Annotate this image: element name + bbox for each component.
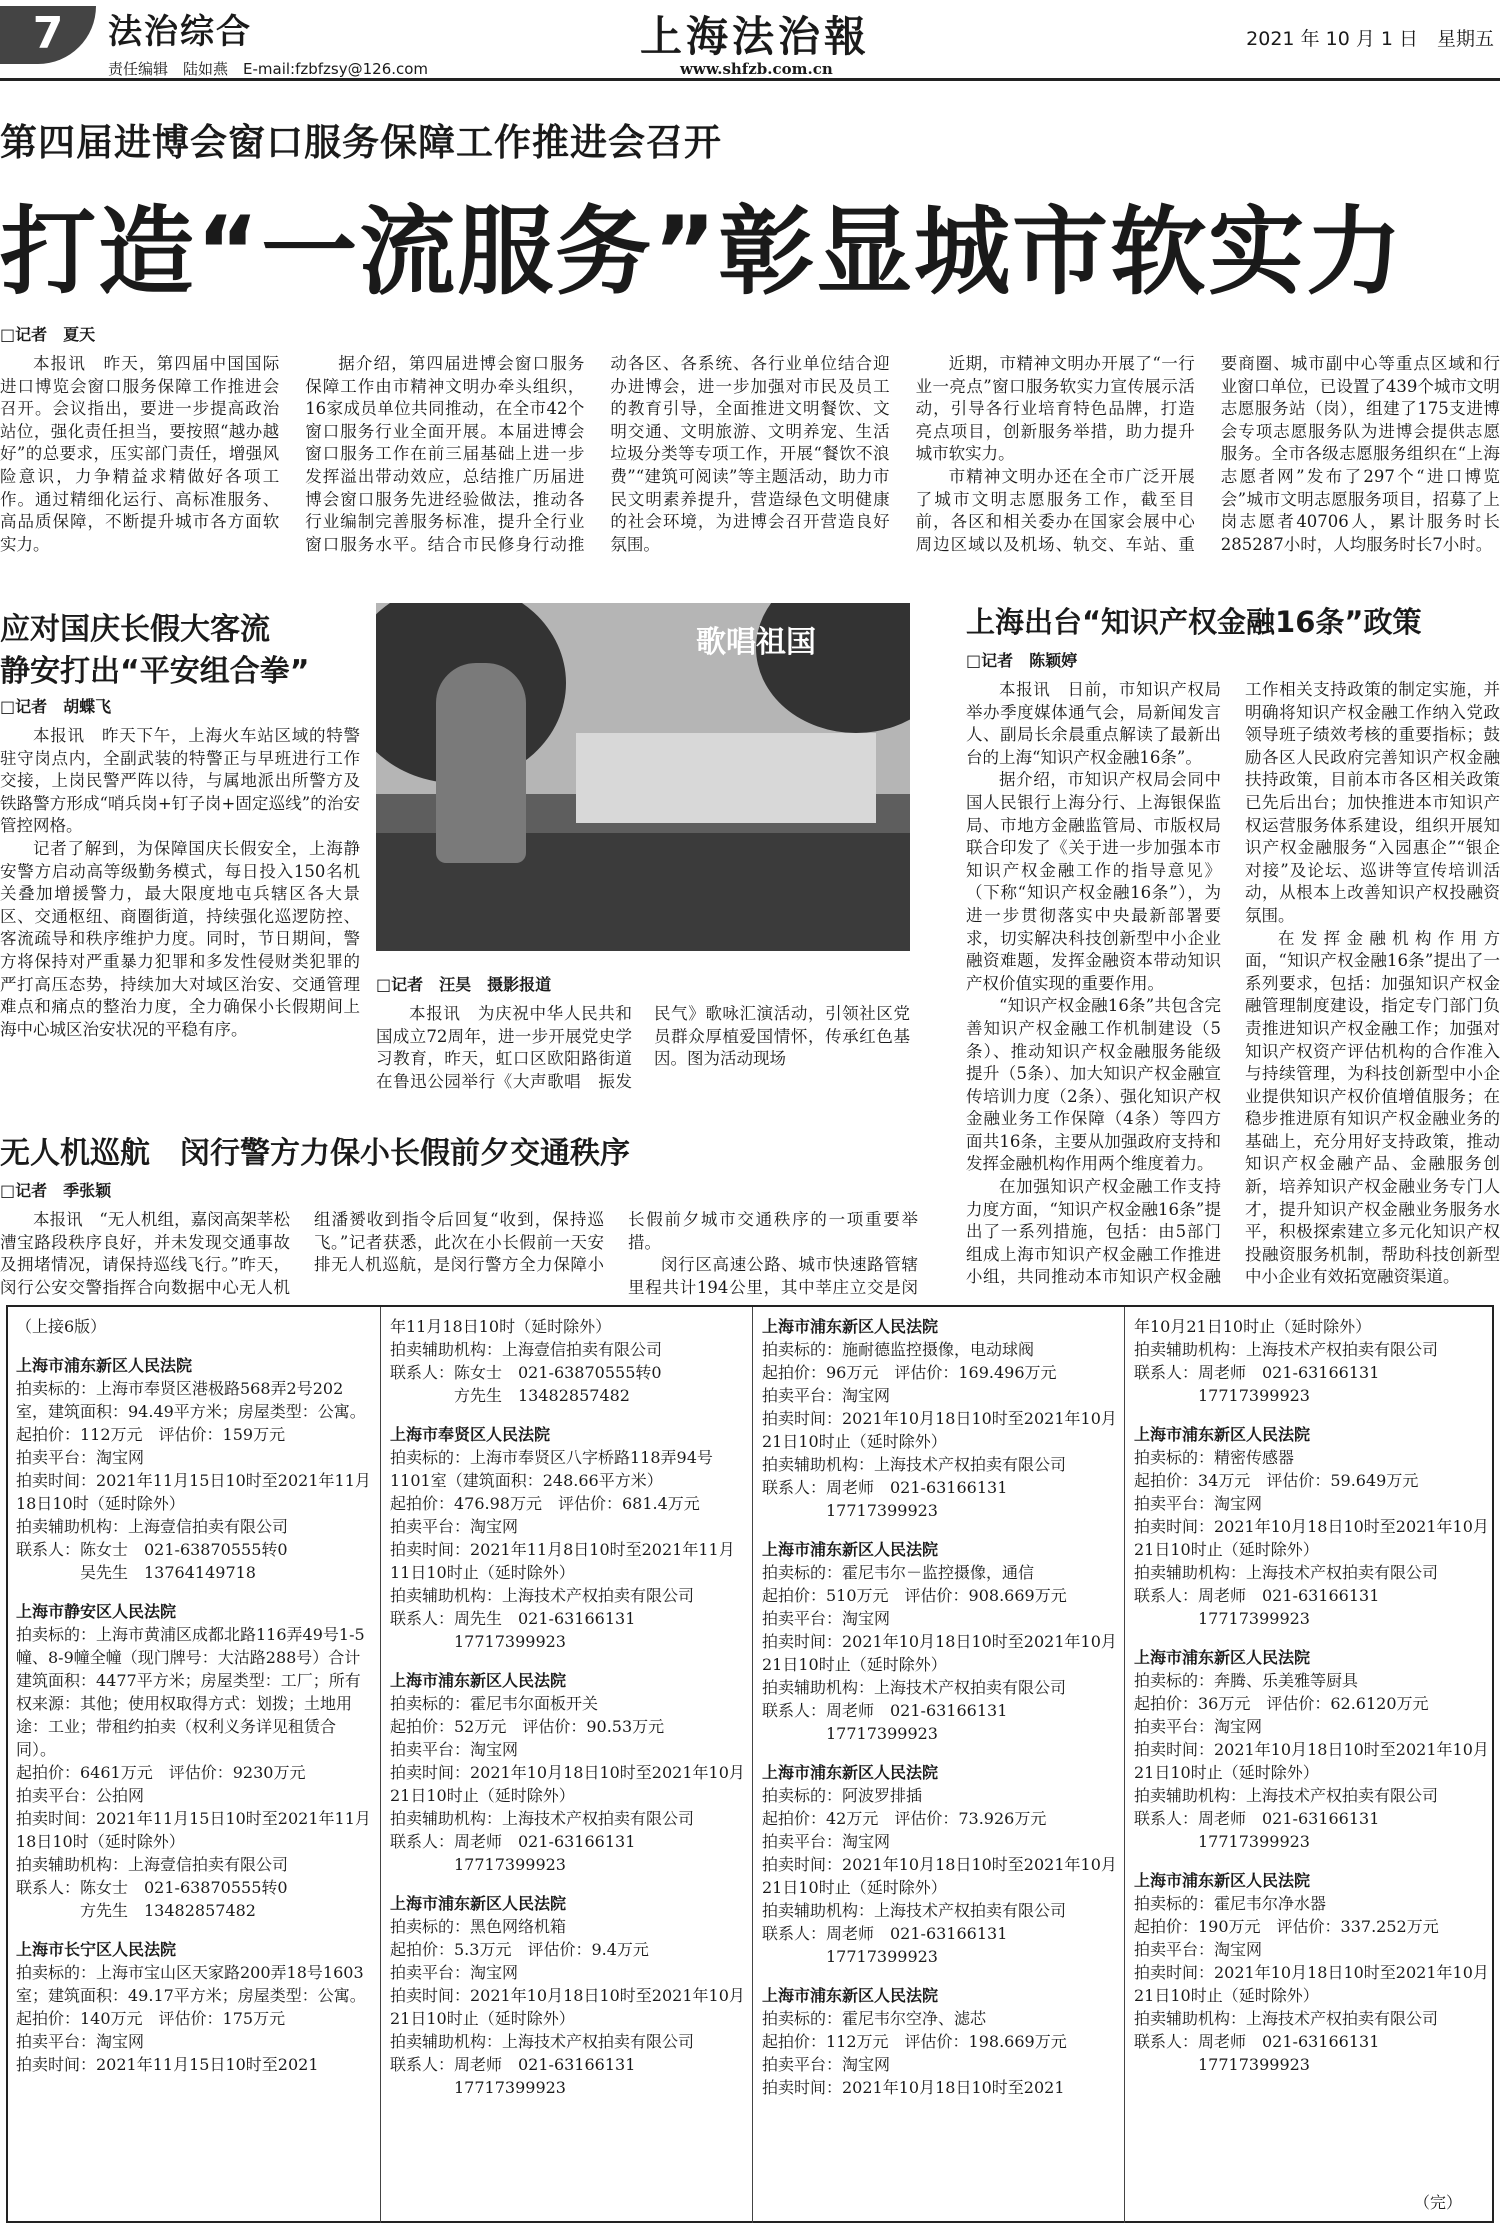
notice-line: 拍卖平台：淘宝网 (16, 2032, 145, 2051)
jingan-article (0, 694, 360, 1134)
notice-line: 拍卖平台：淘宝网 (390, 1740, 519, 1759)
masthead (0, 0, 1500, 80)
news-photo (376, 603, 910, 951)
notice-line: 拍卖时间：2021年10月18日10时至2021年10月21日10时止（延时除外） (390, 1763, 745, 1805)
notice-line: 拍卖标的：上海市宝山区天家路200弄18号1603室；建筑面积：49.17平方米；房屋类型：公寓。 (16, 1963, 366, 2005)
ip-body (966, 679, 1500, 1288)
ip-paragraph: 据介绍，市知识产权局会同中国人民银行上海分行、上海银保监局、市地方金融监管局、市版权局联合印发了《关于进一步加强本市知识产权金融工作的指导意见》（下称“知识产权金融16条”），为进一步贯彻落实中央最新部署要求，切实解决科技创新型中小企业融资难题，发挥金融资本带动知识产权价值实现的重要作用。 (966, 770, 1221, 993)
notice-line: 17717399923 (390, 1855, 566, 1874)
jingan-paragraph: 记者了解到，为保障国庆长假安全，上海静安警方启动高等级勤务模式，每日投入150名机关叠加增援警力，最大限度地屯兵辖区各大景区、交通枢纽、商圈街道，持续强化巡逻防控、客流疏导和秩序维护力度。同时，节日期间，警方将保持对严重暴力犯罪和多发性侵财类犯罪的严打高压态势，持续加大对域区治安、交通管理难点和痛点的整治力度，全力确保小长假期间上海中心城区治安状况的平稳有序。 (0, 838, 360, 1039)
notice-line: 拍卖标的：霍尼韦尔面板开关 (390, 1694, 599, 1713)
notice-line: 拍卖时间：2021年10月18日10时至2021 (762, 2078, 1065, 2097)
photo-caption (376, 1003, 910, 1131)
ip-paragraph: 在发挥金融机构作用方面，“知识产权金融16条”提出了一系列要求，包括：加强知识产权金融管理制度建设，指定专门部门负责推进知识产权金融工作；加强对知识产权资产评估机构的合作准入与持续管理，为科技创新型中小企业提供知识产权价值增值服务；在稳步推进原有知识产权金融业务的基础上，充分用好支持政策，推动知识产权金融产品、金融服务创新，培养知识产权金融业务专门人才，提升知识产权金融业务服务水平，积极探索建立多元化知识产权投融资服务机制，帮助科技创新型中小企业有效拓宽融资渠道。 (1245, 928, 1500, 1287)
notice-line: 联系人：陈女士 021-63870555转0 (16, 1540, 288, 1559)
notice-line: 联系人：陈女士 021-63870555转0 (390, 1363, 662, 1382)
lead-headline: 打造“一流服务”彰显城市软实力 (0, 196, 1405, 308)
notice-line: 起拍价：476.98万元 评估价：681.4万元 (390, 1494, 700, 1513)
notice-line: 拍卖辅助机构：上海技术产权拍卖有限公司 (1134, 1786, 1439, 1805)
notice-line: 拍卖辅助机构：上海壹信拍卖有限公司 (16, 1517, 289, 1536)
notice-line: 拍卖时间：2021年10月18日10时至2021年10月21日10时止（延时除外） (390, 1986, 745, 2028)
notice-line: 拍卖时间：2021年11月8日10时至2021年11月11日10时止（延时除外） (390, 1540, 735, 1582)
notice-line: 拍卖平台：淘宝网 (16, 1448, 145, 1467)
notice-line: 17717399923 (762, 1724, 938, 1743)
lead-paragraph: 据介绍，第四届进博会窗口服务保障工作由市精神文明办牵头组织，16家成员单位共同推动，在全市42个窗口服务行业全面开展。本届进博会窗口服务工作在前三届基础上进一步发挥溢出带动效应，总结推广历届进博会窗口服务先进经验做法，推动各行业编制完善服务标准，提升全行业窗口服务水平。结合市民修身行动推动各区、各系统、各行业单位结合迎办进博会，进一步加强对市民及员工的教育引导，全面推进文明餐饮、文明交通、文明旅游、文明养宠、生活垃圾分类等专项工作，开展“餐饮不浪费”“建筑可阅读”等主题活动，助力市民文明素养提升，营造绿色文明健康的社会环境，为进博会召开营造良好氛围。 (305, 354, 890, 554)
notice-line: 联系人：周老师 021-63166131 (1134, 1363, 1380, 1382)
notice-line: 起拍价：5.3万元 评估价：9.4万元 (390, 1940, 649, 1959)
ip-paragraph: “知识产权金融16条”共包含完善知识产权金融工作机制建设（5条）、推动知识产权金融服务能级提升（5条）、加大知识产权金融宣传培训力度（2条）、强化知识产权金融业务工作保障（4条）等四方面共16条，主要从加强政府支持和发挥金融机构作用两个维度着力。 (966, 996, 1221, 1174)
auction-column-1 (16, 1315, 374, 2076)
notice-line: 方先生 13482857482 (390, 1386, 630, 1405)
drone-article (0, 1178, 918, 1298)
notice-line: 起拍价：112万元 评估价：159万元 (16, 1425, 286, 1444)
ip-byline: □记者 陈颖婷 (966, 651, 1078, 670)
notice-line: 联系人：周老师 021-63166131 (1134, 1586, 1380, 1605)
page-number: 7 (0, 6, 96, 64)
notice-line: 拍卖标的：黑色网络机箱 (390, 1917, 567, 1936)
lead-body (0, 353, 1500, 559)
notice-line: 拍卖标的：上海市黄浦区成都北路116弄49号1-5幢、8-9幢全幢（现门牌号：大沽路288号）合计建筑面积：4477平方米；房屋类型：工厂；所有权来源：其他；使用权取得方式：划拨；土地用途：工业；带租约拍卖（权利义务详见租赁合同）。 (16, 1625, 365, 1759)
drone-paragraph: 闵行区高速公路、城市快速路管辖里程共计194公里，其中莘庄立交是闵 (628, 1255, 918, 1297)
notice-line: 联系人：周老师 021-63166131 (390, 1832, 636, 1851)
ip-paragraph: 本报讯 日前，市知识产权局举办季度媒体通气会，局新闻发言人、副局长余晨重点解读了最新出台的上海“知识产权金融16条”。 (966, 680, 1221, 767)
editor-credit: 责任编辑 陆如燕 E-mail:fzbfzsy@126.com (108, 60, 429, 78)
notice-line: 拍卖辅助机构：上海技术产权拍卖有限公司 (1134, 1340, 1439, 1359)
notice-line: 拍卖平台：淘宝网 (762, 2055, 891, 2074)
notice-line: 起拍价：96万元 评估价：169.496万元 (762, 1363, 1057, 1382)
child-figure (436, 663, 526, 863)
drone-title: 无人机巡航 闵行警方力保小长假前夕交通秩序 (0, 1136, 630, 1171)
notice-line: 方先生 13482857482 (16, 1901, 256, 1920)
newspaper-logo: 上海法治報 (640, 12, 871, 61)
notice-line: 17717399923 (1134, 2055, 1310, 2074)
notice-line: 拍卖平台：淘宝网 (1134, 1494, 1263, 1513)
drone-paragraph: 本报讯 “无人机组，嘉闵高架莘松漕宝路段秩序良好，并未发现交通事故及拥堵情况，请保持巡线飞行。”昨天，闵行公安交警指挥合向数据中心无人机组潘赟收到指令后回复“收到，保持巡飞。”记者获悉，此次在小长假前一天安排无人机巡航，是闵行警方全力保障小长假前夕城市交通秩序的一项重要举措。 (0, 1210, 918, 1297)
notice-line: 拍卖标的：精密传感器 (1134, 1448, 1295, 1467)
notice-line: 拍卖辅助机构：上海技术产权拍卖有限公司 (762, 1678, 1067, 1697)
notice-line: 拍卖平台：公拍网 (16, 1786, 145, 1805)
jingan-body (0, 725, 360, 1041)
auction-column-2 (390, 1315, 748, 2099)
notice-line: 拍卖时间：2021年10月18日10时至2021年10月21日10时止（延时除外） (762, 1855, 1117, 1897)
notice-line: 起拍价：34万元 评估价：59.649万元 (1134, 1471, 1419, 1490)
notice-line: 拍卖平台：淘宝网 (762, 1832, 891, 1851)
notice-line: 拍卖时间：2021年11月15日10时至2021 (16, 2055, 319, 2074)
notice-line: 拍卖时间：2021年10月18日10时至2021年10月21日10时止（延时除外） (762, 1632, 1117, 1674)
notice-line: 起拍价：36万元 评估价：62.6120万元 (1134, 1694, 1429, 1713)
notice-line: 起拍价：52万元 评估价：90.53万元 (390, 1717, 665, 1736)
lead-byline: □记者 夏天 (0, 325, 96, 344)
notice-line: 拍卖时间：2021年10月18日10时至2021年10月21日10时止（延时除外） (1134, 1963, 1489, 2005)
lead-subtitle: 第四届进博会窗口服务保障工作推进会召开 (0, 121, 722, 164)
notice-line: 联系人：周老师 021-63166131 (762, 1924, 1008, 1943)
jingan-paragraph: 本报讯 昨天下午，上海火车站区域的特警驻守岗点内，全副武装的特警正与早班进行工作交接，上岗民警严阵以待，与属地派出所警方及铁路警方形成“哨兵岗+钉子岗+固定巡线”的治安管控网格。 (0, 726, 360, 836)
jingan-byline: □记者 胡蝶飞 (0, 697, 112, 716)
notice-line: 拍卖标的：施耐德监控摄像，电动球阀 (762, 1340, 1035, 1359)
end-mark: （完） (1413, 2193, 1462, 2212)
notice-line: 拍卖辅助机构：上海壹信拍卖有限公司 (16, 1855, 289, 1874)
notice-line: 起拍价：6461万元 评估价：9230万元 (16, 1763, 306, 1782)
court-name: 上海市奉贤区人民法院 (390, 1425, 551, 1444)
notice-line: 联系人：周老师 021-63166131 (1134, 1809, 1380, 1828)
court-name: 上海市浦东新区人民法院 (390, 1671, 567, 1690)
notice-line: 联系人：陈女士 021-63870555转0 (16, 1878, 288, 1897)
notice-line: 拍卖辅助机构：上海技术产权拍卖有限公司 (390, 1809, 695, 1828)
ip-title: 上海出台“知识产权金融16条”政策 (966, 605, 1422, 639)
notice-line: 拍卖时间：2021年10月18日10时至2021年10月21日10时止（延时除外） (1134, 1740, 1489, 1782)
auction-column-3 (762, 1315, 1120, 2099)
notice-line: 联系人：周老师 021-63166131 (390, 2055, 636, 2074)
notice-line: 拍卖标的：霍尼韦尔－监控摄像，通信 (762, 1563, 1035, 1582)
jingan-title-line1: 应对国庆长假大客流 (0, 612, 270, 647)
jingan-title-line2: 静安打出“平安组合拳” (0, 654, 310, 689)
notice-line: 年11月18日10时（延时除外） (390, 1317, 612, 1336)
notice-line: 拍卖标的：奔腾、乐美雅等厨具 (1134, 1671, 1359, 1690)
drone-body (0, 1209, 918, 1298)
photo-caption-block (376, 972, 910, 1132)
court-name: 上海市浦东新区人民法院 (1134, 1871, 1311, 1890)
notice-line: 拍卖平台：淘宝网 (1134, 1717, 1263, 1736)
notice-line: 联系人：周先生 021-63166131 (390, 1609, 636, 1628)
notice-line: 拍卖平台：淘宝网 (762, 1609, 891, 1628)
notice-line: 年10月21日10时止（延时除外） (1134, 1317, 1372, 1336)
photo-overlay-text: 歌唱祖国 (696, 625, 816, 660)
notice-line: 17717399923 (762, 1947, 938, 1966)
court-name: 上海市浦东新区人民法院 (762, 1986, 939, 2005)
notice-line: 17717399923 (1134, 1609, 1310, 1628)
notice-line: 吴先生 13764149718 (16, 1563, 256, 1582)
notice-line: 联系人：周老师 021-63166131 (1134, 2032, 1380, 2051)
auction-notices (6, 1305, 1494, 2223)
notice-line: 拍卖平台：淘宝网 (390, 1963, 519, 1982)
notice-line: 拍卖辅助机构：上海技术产权拍卖有限公司 (390, 1586, 695, 1605)
notice-line: 起拍价：42万元 评估价：73.926万元 (762, 1809, 1047, 1828)
court-name: 上海市浦东新区人民法院 (1134, 1648, 1311, 1667)
court-name: 上海市浦东新区人民法院 (762, 1763, 939, 1782)
notice-line: 拍卖标的：上海市奉贤区八字桥路118弄94号1101室（建筑面积：248.66平方米） (390, 1448, 713, 1490)
website-url[interactable]: www.shfzb.com.cn (680, 60, 833, 78)
notice-line: 联系人：周老师 021-63166131 (762, 1478, 1008, 1497)
ip-article (966, 648, 1500, 1288)
notice-line: 起拍价：112万元 评估价：198.669万元 (762, 2032, 1067, 2051)
photo-byline: □记者 汪昊 摄影报道 (376, 975, 552, 994)
ip-paragraph: 在加强知识产权金融工作支持力度方面，“知识产权金融16条”提出了一系列措施，包括：由5部门组成上海市知识产权金融工作推进小组，共同推动本市知识产权金融工作相关支持政策的制定实施，并明确将知识产权金融工作纳入党政领导班子绩效考核的重要指标；鼓励各区人民政府完善知识产权金融扶持政策，目前本市各区相关政策已先后出台；加快推进本市知识产权运营服务体系建设，组织开展知识产权金融服务“入园惠企”“银企对接”及论坛、巡讲等宣传培训活动，从根本上改善知识产权投融资氛围。 (966, 680, 1500, 1287)
stage-banner (576, 733, 876, 823)
photo-caption-text: 本报讯 为庆祝中华人民共和国成立72周年，进一步开展党史学习教育，昨天，虹口区欧阳路街道在鲁迅公园举行《大声歌唱 振发民气》歌咏汇演活动，引领社区党员群众厚植爱国情怀，传承红色基因。图为活动现场 (376, 1004, 910, 1091)
drone-byline: □记者 季张颖 (0, 1181, 112, 1200)
court-name: 上海市静安区人民法院 (16, 1602, 177, 1621)
notice-line: 拍卖标的：阿波罗排插 (762, 1786, 923, 1805)
notice-line: 17717399923 (762, 1501, 938, 1520)
notice-line: 拍卖辅助机构：上海技术产权拍卖有限公司 (1134, 2009, 1439, 2028)
notice-line: 起拍价：510万元 评估价：908.669万元 (762, 1586, 1067, 1605)
court-name: 上海市浦东新区人民法院 (762, 1540, 939, 1559)
notice-line: 17717399923 (1134, 1832, 1310, 1851)
lead-article (0, 322, 1500, 562)
notice-line: 拍卖时间：2021年10月18日10时至2021年10月21日10时止（延时除外） (1134, 1517, 1489, 1559)
notice-line: 拍卖时间：2021年10月18日10时至2021年10月21日10时止（延时除外） (762, 1409, 1117, 1451)
notice-line: 17717399923 (1134, 1386, 1310, 1405)
notice-line: 拍卖标的：霍尼韦尔净水器 (1134, 1894, 1327, 1913)
notice-line: 拍卖辅助机构：上海技术产权拍卖有限公司 (1134, 1563, 1439, 1582)
notice-line: 拍卖标的：上海市奉贤区港极路568弄2号202室，建筑面积：94.49平方米；房屋类型：公寓。 (16, 1379, 366, 1421)
court-name: 上海市浦东新区人民法院 (762, 1317, 939, 1336)
notice-line: 起拍价：140万元 评估价：175万元 (16, 2009, 286, 2028)
notice-line: 17717399923 (390, 1632, 566, 1651)
section-title: 法治综合 (108, 12, 252, 52)
notice-line: 拍卖辅助机构：上海壹信拍卖有限公司 (390, 1340, 663, 1359)
notice-line: 起拍价：190万元 评估价：337.252万元 (1134, 1917, 1439, 1936)
lead-paragraph: 本报讯 昨天，第四届中国国际进口博览会窗口服务保障工作推进会召开。会议指出，要进一步提高政治站位，强化责任担当，要按照“越办越好”的总要求，压实部门责任，增强风险意识，力争精益求精做好各项工作。通过精细化运行、高标准服务、高品质保障，不断提升城市各方面软实力。 (0, 354, 280, 554)
lead-paragraph: 近期，市精神文明办开展了“一行业一亮点”窗口服务软实力宣传展示活动，引导各行业培育特色品牌，打造亮点项目，创新服务举措，助力提升城市软实力。 (915, 354, 1195, 464)
court-name: 上海市浦东新区人民法院 (1134, 1425, 1311, 1444)
notice-line: 拍卖辅助机构：上海技术产权拍卖有限公司 (390, 2032, 695, 2051)
auction-column-4 (1134, 1315, 1492, 2076)
notice-line: 拍卖时间：2021年11月15日10时至2021年11月18日10时（延时除外） (16, 1809, 371, 1851)
notice-line: 拍卖平台：淘宝网 (390, 1517, 519, 1536)
lead-paragraph: 市精神文明办还在全市广泛开展了城市文明志愿服务工作，截至目前，各区和相关委办在国家会展中心周边区域以及机场、轨交、车站、重要商圈、城市副中心等重点区域和行业窗口单位，已设置了439个城市文明志愿服务站（岗），组建了175支进博会专项志愿服务队为进博会提供志愿服务。全市各级志愿服务组织在“上海志愿者网”发布了297个“进口博览会”城市文明志愿服务项目，招募了上岗志愿者40706人，累计服务时长285287小时，人均服务时长7小时。 (915, 354, 1500, 554)
notice-line: 拍卖辅助机构：上海技术产权拍卖有限公司 (762, 1455, 1067, 1474)
notice-line: 联系人：周老师 021-63166131 (762, 1701, 1008, 1720)
notice-line: 拍卖平台：淘宝网 (762, 1386, 891, 1405)
notice-line: 拍卖平台：淘宝网 (1134, 1940, 1263, 1959)
issue-date: 2021 年 10 月 1 日 星期五 (1246, 28, 1494, 50)
court-name: 上海市浦东新区人民法院 (390, 1894, 567, 1913)
court-name: 上海市长宁区人民法院 (16, 1940, 177, 1959)
continued-note: （上接6版） (16, 1317, 107, 1336)
notice-line: 拍卖标的：霍尼韦尔空净、滤芯 (762, 2009, 987, 2028)
notice-line: 拍卖时间：2021年11月15日10时至2021年11月18日10时（延时除外） (16, 1471, 371, 1513)
notice-line: 拍卖辅助机构：上海技术产权拍卖有限公司 (762, 1901, 1067, 1920)
masthead-rule (0, 78, 1500, 81)
court-name: 上海市浦东新区人民法院 (16, 1356, 193, 1375)
notice-line: 17717399923 (390, 2078, 566, 2097)
